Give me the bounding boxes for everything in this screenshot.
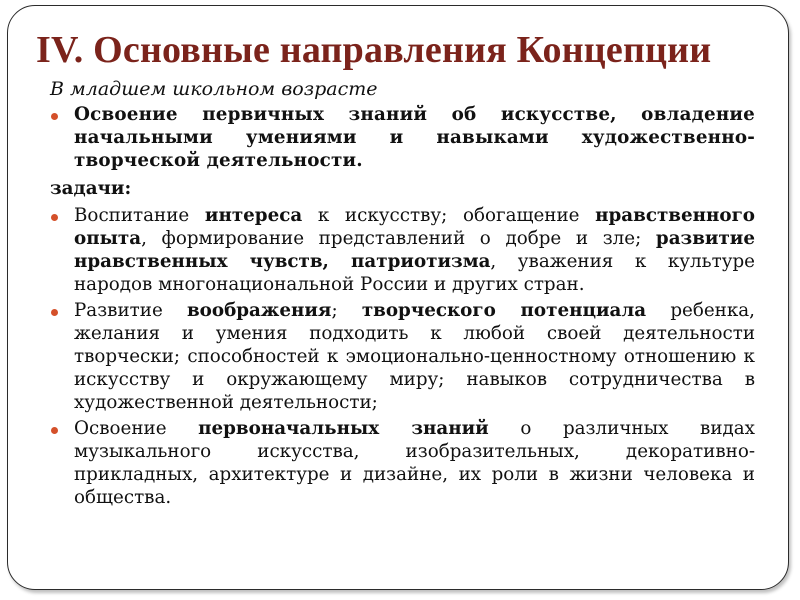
task-segment-bold: интереса bbox=[204, 205, 303, 227]
bullet-dot-icon bbox=[51, 309, 58, 316]
task-segment: Воспитание bbox=[74, 205, 205, 227]
task-segment: Развитие bbox=[74, 300, 187, 322]
slide-title: IV. Основные направления Концепции bbox=[36, 29, 712, 71]
task-segment-bold: воображения bbox=[186, 300, 332, 322]
task-segment: , уважения к культуре народов многонациональной России и других стран. bbox=[74, 250, 755, 295]
task-item-3 bbox=[50, 418, 755, 509]
task-text-3 bbox=[74, 418, 755, 507]
task-segment: ребенка, желания и умения подходить к любой своей деятельности творчески; способностей к эмоционально-ценностному отношению к искусству и окружающему миру; навыков сотрудничества в художественной деятельности; bbox=[74, 300, 755, 413]
task-item-2 bbox=[50, 300, 755, 414]
main-goal-text: Освоение первичных знаний об искусстве, овладение начальными умениями и навыками художественно-творческой деятельности. bbox=[74, 104, 755, 171]
slide-subtitle: В младшем школьном возрасте bbox=[50, 78, 378, 100]
task-segment: ; bbox=[331, 300, 362, 322]
task-segment-bold: творческого потенциала bbox=[361, 300, 647, 322]
task-item-1 bbox=[50, 205, 755, 296]
task-segment-bold: развитие нравственных чувств, патриотизма bbox=[74, 227, 755, 272]
main-goal-item bbox=[50, 104, 755, 172]
task-segment: Освоение bbox=[74, 418, 199, 440]
task-segment: о различных видах музыкального искусства, изобразительных, декоративно-прикладных, архитектуре и дизайне, их роли в жизни человека и общества. bbox=[74, 418, 755, 508]
task-segment-bold: первоначальных знаний bbox=[198, 418, 489, 440]
task-segment-bold: нравственного опыта bbox=[74, 205, 755, 249]
bullet-dot-icon bbox=[51, 427, 58, 434]
task-text-2 bbox=[74, 300, 755, 412]
bullet-dot-icon bbox=[51, 113, 58, 120]
tasks-label: задачи: bbox=[50, 178, 132, 200]
task-text-1 bbox=[74, 205, 755, 294]
task-segment: , формирование представлений о добре и зле; bbox=[141, 227, 656, 249]
task-segment: к искусству; обогащение bbox=[302, 205, 596, 227]
bullet-dot-icon bbox=[51, 214, 58, 221]
slide-content bbox=[50, 104, 755, 514]
